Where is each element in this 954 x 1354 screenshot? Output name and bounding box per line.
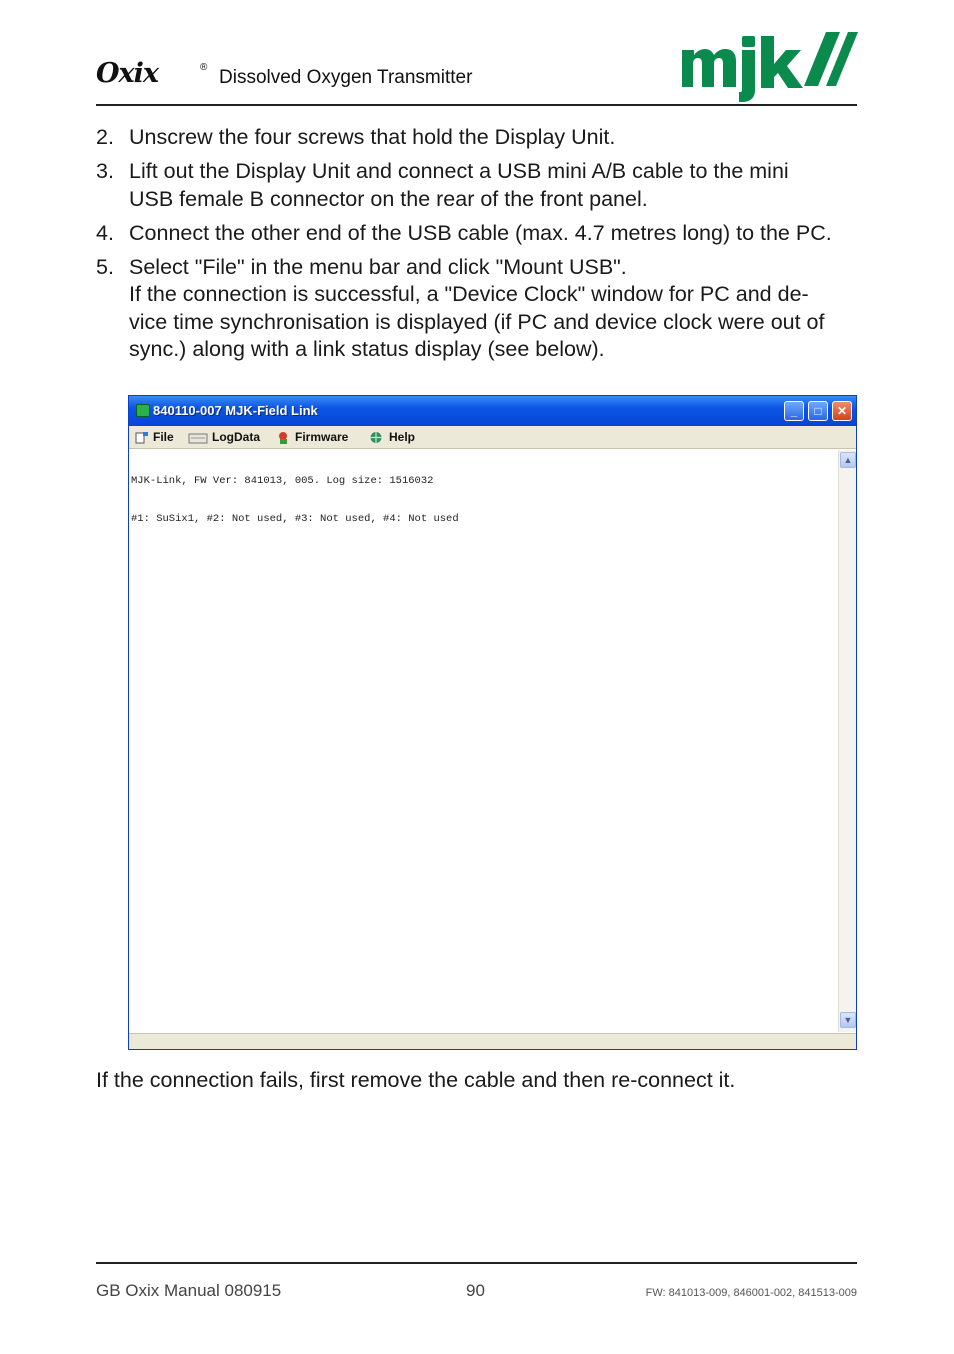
step-number: 5. xyxy=(96,255,114,280)
oxix-logo: Oxix xyxy=(96,58,158,89)
vertical-scrollbar[interactable] xyxy=(838,450,857,1032)
footer-rule xyxy=(96,1262,857,1264)
step-number: 4. xyxy=(96,220,114,245)
step-text: sync.) along with a link status display (see below). xyxy=(129,337,605,362)
closing-paragraph: If the connection fails, first remove the cable and then re-connect it. xyxy=(96,1068,736,1092)
menu-help[interactable] xyxy=(367,429,415,445)
list-item xyxy=(96,254,861,363)
header-rule xyxy=(96,104,857,106)
maximize-button[interactable]: □ xyxy=(808,401,828,421)
menu-firmware[interactable] xyxy=(277,429,348,445)
menu-file[interactable] xyxy=(135,429,174,445)
instruction-list xyxy=(96,124,861,370)
menu-bar xyxy=(129,426,856,449)
close-button[interactable]: ✕ xyxy=(832,401,852,421)
minimize-button[interactable]: _ xyxy=(784,401,804,421)
menu-firmware-label: Firmware xyxy=(295,430,349,444)
file-icon xyxy=(135,431,149,444)
scroll-down-button[interactable]: ▼ xyxy=(840,1012,856,1028)
help-icon xyxy=(367,431,385,444)
menu-help-label: Help xyxy=(389,430,416,444)
document-title: Dissolved Oxygen Transmitter xyxy=(219,67,473,88)
console-line: MJK-Link, FW Ver: 841013, 005. Log size: 1516032 xyxy=(131,475,434,487)
menu-file-label: File xyxy=(153,430,174,444)
step-text: Connect the other end of the USB cable (max. 4.7 metres long) to the PC. xyxy=(129,220,832,245)
firmware-icon xyxy=(277,431,291,444)
step-number: 3. xyxy=(96,159,114,184)
page-number: 90 xyxy=(466,1281,485,1300)
step-text: Lift out the Display Unit and connect a USB mini A/B cable to the mini xyxy=(129,159,789,184)
list-item xyxy=(96,158,861,213)
menu-logdata[interactable] xyxy=(188,429,260,445)
registered-mark: ® xyxy=(200,62,208,73)
scroll-up-button[interactable]: ▲ xyxy=(840,452,856,468)
list-item xyxy=(96,124,861,151)
menu-logdata-label: LogData xyxy=(212,430,260,444)
window-title: 840110-007 MJK-Field Link xyxy=(153,403,318,418)
app-icon xyxy=(136,404,150,417)
logdata-icon xyxy=(188,431,208,444)
step-number: 2. xyxy=(96,125,114,149)
console-line: #1: SuSix1, #2: Not used, #3: Not used, #4: Not used xyxy=(131,512,459,525)
list-item xyxy=(96,220,861,247)
firmware-reference: FW: 841013-009, 846001-002, 841513-009 xyxy=(645,1287,857,1299)
console-output xyxy=(131,450,831,550)
step-text: USB female B connector on the rear of the front panel. xyxy=(129,186,648,211)
step-text: If the connection is successful, a "Device Clock" window for PC and de- xyxy=(129,282,809,307)
step-text: Select "File" in the menu bar and click "Mount USB". xyxy=(129,255,627,280)
step-text: Unscrew the four screws that hold the Display Unit. xyxy=(129,125,616,149)
status-bar xyxy=(129,1033,856,1050)
step-text: vice time synchronisation is displayed (if PC and device clock were out of xyxy=(129,309,825,334)
manual-reference: GB Oxix Manual 080915 xyxy=(96,1281,282,1300)
mjk-logo xyxy=(680,28,858,102)
window-titlebar[interactable] xyxy=(129,396,856,426)
field-link-window xyxy=(128,395,857,1050)
